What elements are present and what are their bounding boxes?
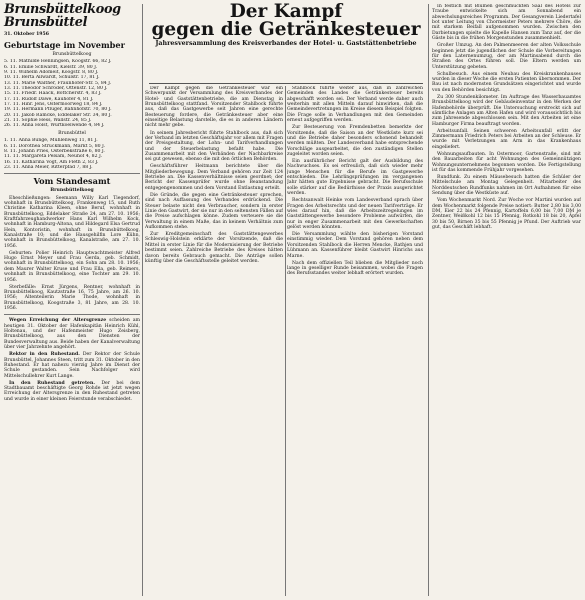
article-paragraph: Stahlbock führte weiter aus, daß in zahlreichen Gemeinden des Landes die Getränkesteuer bereits abgeschafft worden sei. Der Verband werde daher auch weiterhin mit allen Mitteln darauf hinwirken, daß die Gemeindevertretungen im Kreise diesem Beispiel folgten. Die Frage solle in Verhandlungen mit den Gemeinden erneut aufgegriffen werden. — [287, 86, 423, 124]
article-paragraph: Die Versammlung wählte den bisherigen Vorstand einstimmig wieder. Dem Vorstand gehören neben dem Vorsitzenden Stahlbock die Herren Mencke, Rathjen und Lühmann an. Kassenführer bleibt Gastwirt Hinrichs aus Marne. — [287, 232, 423, 259]
list-item: 6. 11. Dorothea Struckmann, Markt 5, 80 J. — [4, 143, 105, 149]
column-3 — [287, 86, 423, 596]
births-list-1 — [4, 59, 140, 128]
article-paragraph: In seinem Jahresbericht führte Stahlbock aus, daß sich der Verband im letzten Geschäftsjahr vor allem mit Fragen der Preisgestaltung, der Lohn- und Tarifverhandlungen und der Steuerbelastung befaßt habe. Die Zusammenarbeit mit den Verbänden der Nachbarkreise sei gut gewesen, ebenso die mit den örtlichen Behörden. — [145, 130, 283, 163]
article-paragraph: Wohnungsaufbauten. In Ostermoor, Gartenstraße, sind mit den Bauarbeiten für acht Wohnungen des Gemeinnützigen Wohnungsunternehmens begonnen worden. Die Fertigstellung ist für das kommende Frühjahr vorgesehen. — [432, 151, 581, 173]
list-item: 19. 11. Hermann Pflüger, Bahnhofstr. 70, 80 J. — [4, 107, 112, 113]
list-item: 11. 11. Margareta Pelsam, Neuhof 4, 82 J. — [4, 154, 102, 160]
article-paragraph: Eheschließungen: Seemann Willy Karl Tiegendorf, wohnhaft in Brunsbüttelkoog, Frankenweg 15, und Ruth Christine Katharina Kleen, ohne Beruf, wohnhaft in Brunsbüttelkoog, Eddelaker Straße 24, am 27. 10. 1956; Kraftfahrzeughandwerker Hans Karl Wilhelm Kock, wohnhaft in Hamburg-Altona, und Hildegard Elsa Gertrud Hein, Kontoristin, wohnhaft in Brunsbüttelkoog, Kanalstraße 10; und die Hausgehilfin Lore Kühn, wohnhaft in Brunsbüttelkoog, Kanalstraße, am 27. 10. 1956. — [4, 195, 140, 249]
article-body-3 — [287, 86, 423, 277]
notices-column-1 — [4, 318, 140, 402]
masthead — [4, 3, 140, 29]
standesamt-place: Brunsbüttelkoog — [50, 188, 94, 194]
births-place-1: Brunsbüttelkoog — [52, 52, 92, 57]
list-item: 20. 11. Jakob Ramcke, Eddelaker Str. 34, 80 J. — [4, 112, 112, 118]
notice-heading: Wegen Erreichung der Altersgrenze — [9, 318, 107, 324]
list-item: 17. 11. Hinr. Jens, Ostermoorweg 18, 84 J. — [4, 102, 103, 108]
article-paragraph: Geschäftsführer Heitmann berichtete über die Mitgliederbewegung. Dem Verband gehören zur Zeit 124 Betriebe an. Die Kassenverhältnisse seien geordnet; der Bericht der Kassenprüfer wurde ohne Beanstandung entgegengenommen und dem Vorstand Entlastung erteilt. — [145, 164, 283, 191]
article-paragraph: Nach dem offiziellen Teil blieben die Mitglieder noch lange in geselliger Runde beisammen, wobei die Fragen des Berufsstandes weiter lebhaft erörtert wurden. — [287, 260, 423, 277]
births-place-2: Brunsbüttel — [58, 130, 86, 136]
column-rule — [142, 4, 143, 596]
column-4 — [432, 4, 581, 596]
births-list-2 — [4, 138, 140, 170]
masthead-line-1: Brunsbüttelkoog — [4, 2, 121, 17]
article-paragraph: Ein ausführlicher Bericht galt der Ausbildung des Nachwuchses. Es sei erfreulich, daß sich wieder mehr junge Menschen für die Berufe im Gastgewerbe entschieden. Die Lehrlingsprüfungen im vergangenen Jahr hätten gute Ergebnisse gebracht. Die Berufsschule solle stärker auf die Bedürfnisse der Praxis ausgerichtet werden. — [287, 159, 423, 197]
headline-line-2: gegen die Getränkesteuer — [151, 19, 421, 40]
list-item: 8. 11. Johann Pries, Osterbekstraße 6, 80 J. — [4, 148, 105, 154]
standesamt-title: Vom Standesamt — [33, 176, 111, 187]
headline-line-1: Der Kampf — [229, 1, 343, 22]
notice-text: Der bei dem Stadtbauamt beschäftigte Georg Rohde ist jetzt wegen Erreichung der Altersgrenze in den Ruhestand getreten und wurde in einer kleinen Feierstunde verabschiedet. — [4, 380, 140, 402]
list-item: 26. 11. Anna Holst, Wurtkoelwende 4, 84 J. — [4, 123, 105, 129]
standesamt-body — [4, 196, 140, 312]
article-paragraph: Rundfunk. Zu einem Mäusebesuch hatten die Schüler der Mittelschule am Montag Gelegenheit. Mitarbeiter des Norddeutschen Rundfunks nahmen im Ort Aufnahmen für eine Sendung über die Westküste auf. — [432, 175, 581, 197]
article-paragraph: Großer Umzug. An den Palmenmeeren der alten Volksschule beginnen jetzt die jugendlichen der Schule die Vorbereitungen für den Laternenumzug, der am Martinsabend durch die Straßen des Ortes führen soll. Die Eltern werden um Unterstützung gebeten. — [432, 43, 581, 70]
list-item: 21. 11. Sophie Hess, Wallstr. 24, 85 J. — [4, 118, 92, 124]
list-item: 6. 11. Emilie Schwardt, Kielstr. 39, 80 J. — [4, 64, 98, 70]
notice-text: Der Rektor der Schule Brunsbüttel, Johannes Steen, tritt zum 31. Oktober in den Ruhestand. Er hat nahezu vierzig Jahre im Dienst der Schule gestanden. Sein Nachfolger wird Mittelschullehrer Kurt Lange. — [4, 352, 140, 379]
list-item: 17. 11. Rudolf Dawe, Kauhöfer 4, 81 J. — [4, 96, 94, 102]
masthead-line-2: Brunsbüttel — [4, 15, 88, 30]
headline-deck: Jahresversammlung des Kreisverbandes der Hotel- u. Gaststättenbetriebe — [155, 40, 417, 47]
notice-item — [4, 318, 140, 350]
column-rule — [428, 4, 429, 596]
column-2 — [145, 86, 283, 596]
article-paragraph: Zur Kreditgemeinschaft des Gaststättengewerbes Schleswig-Holstein erklärte der Vorsitzende, daß die Mittel in erster Linie für die Modernisierung der Betriebe bestimmt seien. Zahlreiche Betriebe des Kreises hätten davon bereits Gebrauch gemacht. Die Anträge sollen künftig über die Geschäftsstelle geleitet werden. — [145, 232, 283, 264]
column-1 — [4, 39, 140, 596]
list-item: 23. 11. Anna Meier, Ritterpfad 7, 88 J. — [4, 164, 93, 170]
list-item: 1. 11. Anna Bunge, Mühlenweg 11, 81 J. — [4, 138, 98, 144]
notice-item — [4, 381, 140, 402]
list-item: 5. 11. Mathilde Henningsen, Koogstr. 66, 82 J. — [4, 59, 112, 65]
article-paragraph: Arbeitsunfall. Seinen schweren Arbeitsunfall erlitt der Zimmermann Friedrich Peters bei Arbeiten an der Schleuse. Er wurde mit Verletzungen am Arm in das Krankenhaus eingeliefert. — [432, 128, 581, 150]
article-paragraph: Geburten: Polier Heinrich Hauptwachtmeister Alfred Hugo Ernst Meyer und Frau Gerda, geb. Schmidt, wohnhaft in Brunsbüttelkoog, ein Sohn am 28. 10. 1956; dem Maurer Walter Kruse und Frau Ella, geb. Reimers, wohnhaft in Brunsbüttelkoog, eine Tochter am 29. 10. 1956. — [4, 250, 140, 283]
article-paragraph: Die Gründe, die gegen eine Getränkesteuer sprechen, sind nach Auffassung des Verbandes erdrückend. Die Steuer belaste nicht den Verbraucher, sondern in erster Linie den Gastwirt, der sie nur in den seltensten Fällen auf die Preise aufschlagen könne. Zudem verteuere sie die Verwaltung in einem Maße, das in keinem Verhältnis zum Aufkommen stehe. — [145, 192, 283, 230]
headline-rule — [149, 83, 423, 84]
dateline — [4, 32, 140, 37]
article-paragraph: Der Kampf gegen die Getränkesteuer war ein Schwerpunkt der Versammlung des Kreisverbandes der Hotel- und Gaststättenbetriebe, die am Dienstag in Brunsbüttelkoog stattfand. Vorsitzender Stahlbock führte aus, daß das Gastgewerbe seit Jahren eine gerechte Besteuerung fordere, die Getränkesteuer aber eine einseitige Belastung darstelle, die es in anderen Ländern nicht mehr gebe. — [145, 86, 283, 129]
divider — [4, 173, 140, 174]
article-paragraph: Rechtsanwalt Heinke vom Landesverband sprach über Fragen des Arbeitsrechts und der neuen Tarifverträge. Er wies darauf hin, daß die Arbeitszeitregelungen im Gaststättengewerbe besondere Probleme aufwürfen, die nur in enger Zusammenarbeit mit den Gewerkschaften gelöst werden könnten. — [287, 198, 423, 230]
article-paragraph: Vom Wochenmarkt Nord. Zur Woche vor Martini wurden auf dem Wochenmarkt folgende Preise notiert: Butter 2,80 bis 3,00 DM, Eier 22 bis 24 Pfennig, Kartoffeln 6,00 bis 7,00 DM je Zentner, Weißkohl 12 bis 15 Pfennig, Rotkohl 18 bis 20, Äpfel 30 bis 50, Birnen 35 bis 55 Pfennig je Pfund. Der Auftrieb war gut, das Geschäft lebhaft. — [432, 198, 581, 230]
list-item: 10. 11. Berta Allwardt, Schulstr. 17, 81 J. — [4, 75, 100, 81]
article-paragraph: Zu 300 Stundenkilometer. Im Auftrage des Wasserbauamtes Brunsbüttelkoog wird der Gebäudeinventar in den Werken der Hafenbehörde überprüft. Die Untersuchung erstreckt sich auf sämtliche Anlagen am Alten Hafen und wird voraussichtlich bis zum Jahresende abgeschlossen sein. Mit den Arbeiten ist eine Hamburger Firma beauftragt worden. — [432, 94, 581, 127]
article-paragraph: Schulbesuch. Aus einem Neubau des Kreiskrankenhauses wurden in dieser Woche die ersten Patienten übernommen. Der Bau ist nach modernsten Grundsätzen eingerichtet und wurde von den Behörden besichtigt. — [432, 71, 581, 93]
notice-heading: In den Ruhestand getreten. — [9, 380, 95, 386]
births-title: Geburtstage im November — [4, 40, 125, 50]
list-item: 13. 11. Theodor Schröder, Ottenstr. 12, 80 J. — [4, 86, 108, 92]
main-headline — [149, 3, 423, 39]
column-rule — [285, 86, 286, 596]
issue-date: 31. Oktober 1956 — [4, 32, 49, 37]
list-item: 13. 11. Marie Walther, Fraunhofer-Str. 5, 84 J. — [4, 80, 112, 86]
notice-heading: Rektor in den Ruhestand. — [9, 352, 80, 358]
divider — [4, 314, 140, 315]
article-paragraph: In festlich mit Blumen geschmückten Saal des Hotels zur Traube entwickelte sich am Sonnabend ein abwechslungsreiches Programm. Der Gesangverein Liedertafel bot unter Leitung von Chormeister Peters mehrere Chöre, die mit starkem Beifall aufgenommen wurden. Zwischen den Darbietungen spielte die Kapelle Hansen zum Tanz auf, der die Gäste bis in die frühen Morgenstunden zusammenhielt. — [432, 4, 581, 42]
notice-item — [4, 352, 140, 379]
local-news-column — [432, 4, 581, 230]
article-paragraph: Zur Besteuerung von Fremdenbetten bemerkte der Vorsitzende, daß die Saison an der Westküste kurz sei und die Betriebe daher besonders schonend behandelt werden müßten. Der Landesverband habe entsprechende Vorschläge ausgearbeitet, die den zuständigen Stellen zugeleitet worden seien. — [287, 125, 423, 157]
article-body-2 — [145, 86, 283, 264]
article-paragraph: Sterbefälle: Ernst Jürgens, Rentner, wohnhaft in Brunsbüttelkoog, Kautzstraße 16, 75 Jahre, am 26. 10. 1956; Altenteilerin Marie Thode, wohnhaft in Brunsbüttelkoog, Koogstraße 3, 81 Jahre, am 28. 10. 1956. — [4, 284, 140, 312]
list-item: 16. 11. Katharina Vogt, Am Fleth 2, 83 J. — [4, 159, 99, 165]
list-item: 15. 11. Friedr. Haack, Böttcherstr. 4, 83 J. — [4, 91, 102, 97]
notice-text: scheiden am heutigen 31. Oktober der Hafenkapitän Heinrich Kühl, Holtenau, und der Hafenmeister Hugo Zeisberg, Brunsbüttelkoog, aus den Diensten der Bundesverwaltung aus. Beide haben der Kanalverwaltung über vier Jahrzehnte angehört. — [4, 318, 140, 351]
list-item: 9. 11. Wilhelm Adomeit, Koogstr. 8, 80 J. — [4, 70, 99, 76]
